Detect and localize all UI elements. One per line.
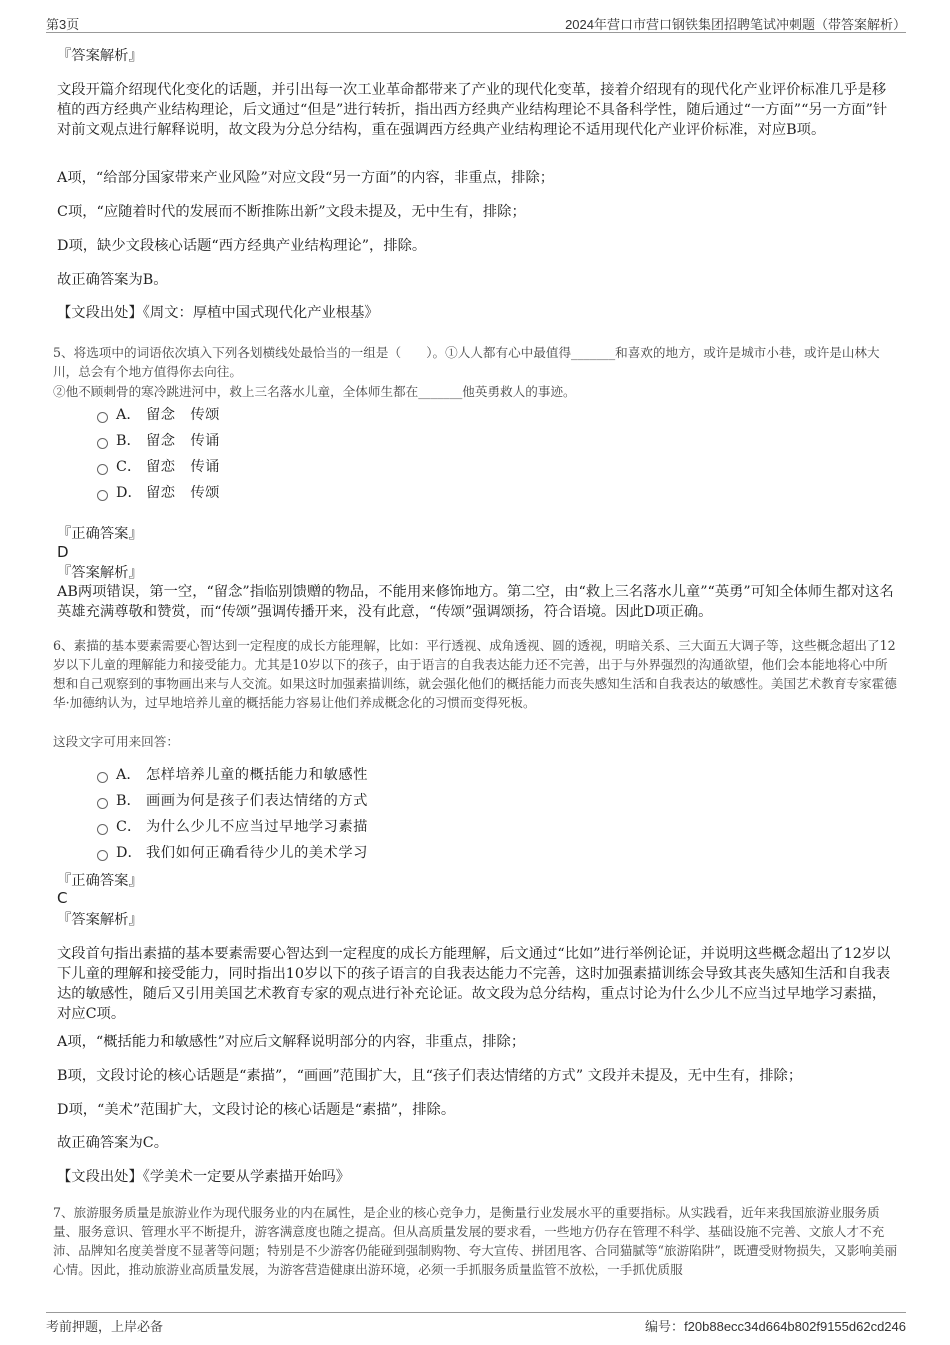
q6-analysis-label: 『答案解析』 [57, 912, 143, 928]
q6-prompt: 这段文字可用来回答： [53, 734, 179, 749]
q5-stem-line1: 5、将选项中的词语依次填入下列各划横线处最恰当的一组是（ ）。①人人都有心中最值得_______和喜欢的地方，或许是城市小巷，或许是山林大川，总会有个地方值得你去向往。 [53, 345, 880, 379]
code-value: f20b88ecc34d664b802f9155d62cd246 [684, 1319, 906, 1334]
radio-icon[interactable] [97, 412, 108, 423]
q6-option-b[interactable]: B． 画画为何是孩子们表达情绪的方式 [97, 791, 368, 811]
q5-analysis-label: 『答案解析』 [57, 565, 143, 581]
q6-option-c[interactable]: C． 为什么少儿不应当过早地学习素描 [97, 817, 368, 837]
document-code [645, 1316, 906, 1335]
q5-option-d[interactable]: D． 留恋 传颂 [97, 483, 220, 503]
page-footer [46, 1312, 906, 1335]
q6-stem: 6、素描的基本要素需要心智达到一定程度的成长方能理解，比如：平行透视、成角透视、圆的透视，明暗关系、三大面五大调子等，这些概念超出了12岁以下儿童的理解能力和接受能力。尤其是10岁以下的孩子，由于语言的自我表达能力还不完善，出于与外界强烈的沟通欲望，他们会本能地将心中所想和自己观察到的事物画出来与人交流。如果这时加强素描训练，就会强化他们的概括能力而丧失感知生活和自我表达的敏感性。美国艺术教育专家霍德华·加德纳认为，过早地培养儿童的概括能力容易让他们养成概念化的习惯而变得死板。 [53, 638, 897, 710]
radio-icon[interactable] [97, 798, 108, 809]
q5-option-a[interactable]: A． 留念 传颂 [97, 405, 220, 425]
q6-option-d-note: D项，“美术”范围扩大，文段讨论的核心话题是“素描”，排除。 [57, 1102, 456, 1118]
document-title: 2024年营口市营口钢铁集团招聘笔试冲刺题（带答案解析） [565, 17, 906, 32]
q6-option-a-note: A项，“概括能力和敏感性”对应后文解释说明部分的内容，非重点，排除； [57, 1034, 526, 1050]
page-number: 第3页 [46, 17, 80, 32]
radio-icon[interactable] [97, 464, 108, 475]
q5-answer-label: 『正确答案』 [57, 526, 143, 542]
q4-option-c-note: C项，“应随着时代的发展而不断推陈出新”文段未提及，无中生有，排除； [57, 204, 526, 220]
q6-analysis-text: 文段首句指出素描的基本要素需要心智达到一定程度的成长方能理解，后文通过“比如”进行举例论证，并说明这些概念超出了12岁以下儿童的理解和接受能力，同时指出10岁以下的孩子语言的自我表达能力不完善，这时加强素描训练会导致其丧失感知生活和自我表达的敏感性，随后又引用美国艺术教育专家的观点进行补充论证。故文段为总分结构，重点讨论为什么少儿不应当过早地学习素描，对应C项。 [57, 946, 891, 1022]
radio-icon[interactable] [97, 850, 108, 861]
q6-source: 【文段出处】《学美术一定要从学素描开始吗》 [57, 1169, 351, 1185]
q5-answer: D [57, 543, 69, 561]
q6-conclusion: 故正确答案为C。 [57, 1135, 169, 1151]
q4-analysis-label: 『答案解析』 [57, 48, 143, 64]
code-label: 编号： [645, 1319, 685, 1334]
q6-answer-label: 『正确答案』 [57, 873, 143, 889]
q6-option-d[interactable]: D． 我们如何正确看待少儿的美术学习 [97, 843, 368, 863]
q4-option-a-note: A项，“给部分国家带来产业风险”对应文段“另一方面”的内容，非重点，排除； [57, 170, 555, 186]
q5-stem-line2: ②他不顾刺骨的寒冷跳进河中，救上三名落水儿童，全体师生都在_______他英勇救人的事迹。 [53, 384, 576, 399]
q5-option-c[interactable]: C． 留恋 传诵 [97, 457, 220, 477]
q6-option-b-note: B项，文段讨论的核心话题是“素描”，“画画”范围扩大，且“孩子们表达情绪的方式” 文段并未提及，无中生有，排除； [57, 1068, 803, 1084]
radio-icon[interactable] [97, 438, 108, 449]
radio-icon[interactable] [97, 824, 108, 835]
q5-analysis-text: AB两项错误，第一空，“留念”指临别馈赠的物品，不能用来修饰地方。第二空，由“救上三名落水儿童”“英勇”可知全体师生都对这名英雄充满尊敬和赞赏，而“传颂”强调传播开来，没有此意，“传颂”强调颂扬，符合语境。因此D项正确。 [57, 584, 894, 620]
q4-analysis-text: 文段开篇介绍现代化变化的话题，并引出每一次工业革命都带来了产业的现代化变革，接着介绍现有的现代化产业评价标准几乎是移植的西方经典产业结构理论，后文通过“但是”进行转折，指出西方经典产业结构理论不具备科学性，随后通过“一方面”“另一方面”针对前文观点进行解释说明，故文段为分总分结构，重在强调西方经典产业结构理论不适用现代化产业评价标准，对应B项。 [57, 82, 888, 138]
q6-option-a[interactable]: A． 怎样培养儿童的概括能力和敏感性 [97, 765, 368, 785]
page-header [46, 10, 906, 33]
radio-icon[interactable] [97, 772, 108, 783]
q7-stem: 7、旅游服务质量是旅游业作为现代服务业的内在属性，是企业的核心竞争力，是衡量行业发展水平的重要指标。从实践看，近年来我国旅游业服务质量、服务意识、管理水平不断提升，游客满意度也随之提高。但从高质量发展的要求看，一些地方仍存在管理不科学、基础设施不完善、文旅人才不充沛、品牌知名度美誉度不显著等问题；特别是不少游客仍能碰到强制购物、夸大宣传、拼团甩客、合同猫腻等“旅游陷阱”，既遭受财物损失，又影响美丽心情。因此，推动旅游业高质量发展，为游客营造健康出游环境，必须一手抓服务质量监管不放松，一手抓优质服 [53, 1205, 898, 1277]
q6-answer: C [57, 889, 68, 907]
q5-option-b[interactable]: B． 留念 传诵 [97, 431, 220, 451]
q4-conclusion: 故正确答案为B。 [57, 272, 168, 288]
footer-slogan: 考前押题，上岸必备 [46, 1320, 164, 1335]
radio-icon[interactable] [97, 490, 108, 501]
q4-source: 【文段出处】《周文：厚植中国式现代化产业根基》 [57, 305, 379, 321]
q4-option-d-note: D项，缺少文段核心话题“西方经典产业结构理论”，排除。 [57, 238, 427, 254]
